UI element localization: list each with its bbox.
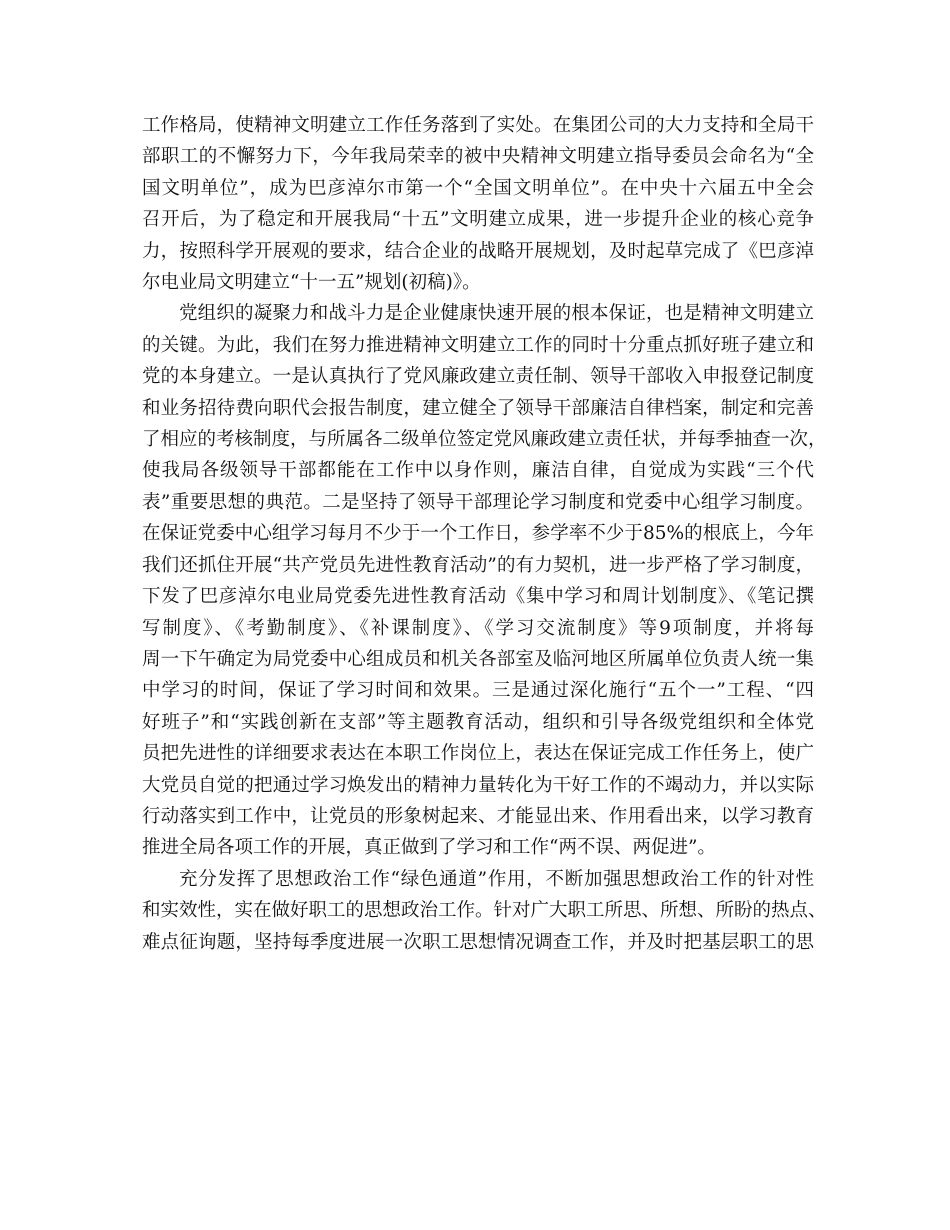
text-line: 的关键。为此，我们在努力推进精神文明建立工作的同时十分重点抓好班子建立和 [142,334,814,356]
text-line: 我们还抓住开展“共产党员先进性教育活动”的有力契机，进一步严格了学习制度， [142,554,814,576]
text-line: 员把先进性的详细要求表达在本职工作岗位上，表达在保证完成工作任务上，使广 [142,743,814,765]
text-line: 党组织的凝聚力和战斗力是企业健康快速开展的根本保证，也是精神文明建立 [179,303,814,325]
text-line: 尔电业局文明建立“十一五”规划(初稿)》。 [142,272,481,294]
text-line: 大党员自觉的把通过学习焕发出的精神力量转化为干好工作的不竭动力，并以实际 [142,774,814,796]
text-line: 党的本身建立。一是认真执行了党风廉政建立责任制、领导干部收入申报登记制度 [142,366,814,388]
paragraph-1 [142,110,814,298]
text-line: 在保证党委中心组学习每月不少于一个工作日，参学率不少于85%的根底上，今年 [142,523,814,545]
text-line: 了相应的考核制度，与所属各二级单位签定党风廉政建立责任状，并每季抽查一次， [142,429,827,451]
text-line: 力，按照科学开展观的要求，结合企业的战略开展规划，及时起草完成了《巴彦淖 [142,240,814,262]
text-line: 下发了巴彦淖尔电业局党委先进性教育活动《集中学习和周计划制度》、《笔记撰 [142,586,814,608]
text-line: 写制度》、《考勤制度》、《补课制度》、《学习交流制度》等9项制度，并将每 [142,617,814,639]
text-line: 行动落实到工作中，让党员的形象树起来、才能显出来、作用看出来，以学习教育 [142,805,814,827]
text-line: 表”重要思想的典范。二是坚持了领导干部理论学习制度和党委中心组学习制度。 [142,491,814,513]
paragraph-3 [142,864,827,958]
text-line: 周一下午确定为局党委中心组成员和机关各部室及临河地区所属单位负责人统一集 [142,648,814,670]
text-line: 难点征询题，坚持每季度进展一次职工思想情况调查工作，并及时把基层职工的思 [142,931,814,953]
text-line: 中学习的时间，保证了学习时间和效果。三是通过深化施行“五个一”工程、“四 [142,680,814,702]
text-line: 工作格局，使精神文明建立工作任务落到了实处。在集团公司的大力支持和全局干 [142,115,814,136]
text-line: 使我局各级领导干部都能在工作中以身作则，廉洁自律，自觉成为实践“三个代 [142,460,814,482]
text-line: 召开后，为了稳定和开展我局“十五”文明建立成果，进一步提升企业的核心竞争 [142,209,814,231]
text-line: 和实效性，实在做好职工的思想政治工作。针对广大职工所思、所想、所盼的热点、 [142,900,827,922]
text-line: 好班子”和“实践创新在支部”等主题教育活动，组织和引导各级党组织和全体党 [142,711,814,733]
paragraph-2 [142,298,827,863]
document-body [142,110,827,958]
text-line: 国文明单位”，成为巴彦淖尔市第一个“全国文明单位”。在中央十六届五中全会 [142,177,814,199]
text-line: 推进全局各项工作的开展，真正做到了学习和工作“两不误、两促进”。 [142,837,716,859]
text-line: 和业务招待费向职代会报告制度，建立健全了领导干部廉洁自律档案，制定和完善 [142,397,814,419]
text-line: 充分发挥了思想政治工作“绿色通道”作用，不断加强思想政治工作的针对性 [179,868,814,890]
text-line: 部职工的不懈努力下，今年我局荣幸的被中央精神文明建立指导委员会命名为“全 [142,146,814,168]
